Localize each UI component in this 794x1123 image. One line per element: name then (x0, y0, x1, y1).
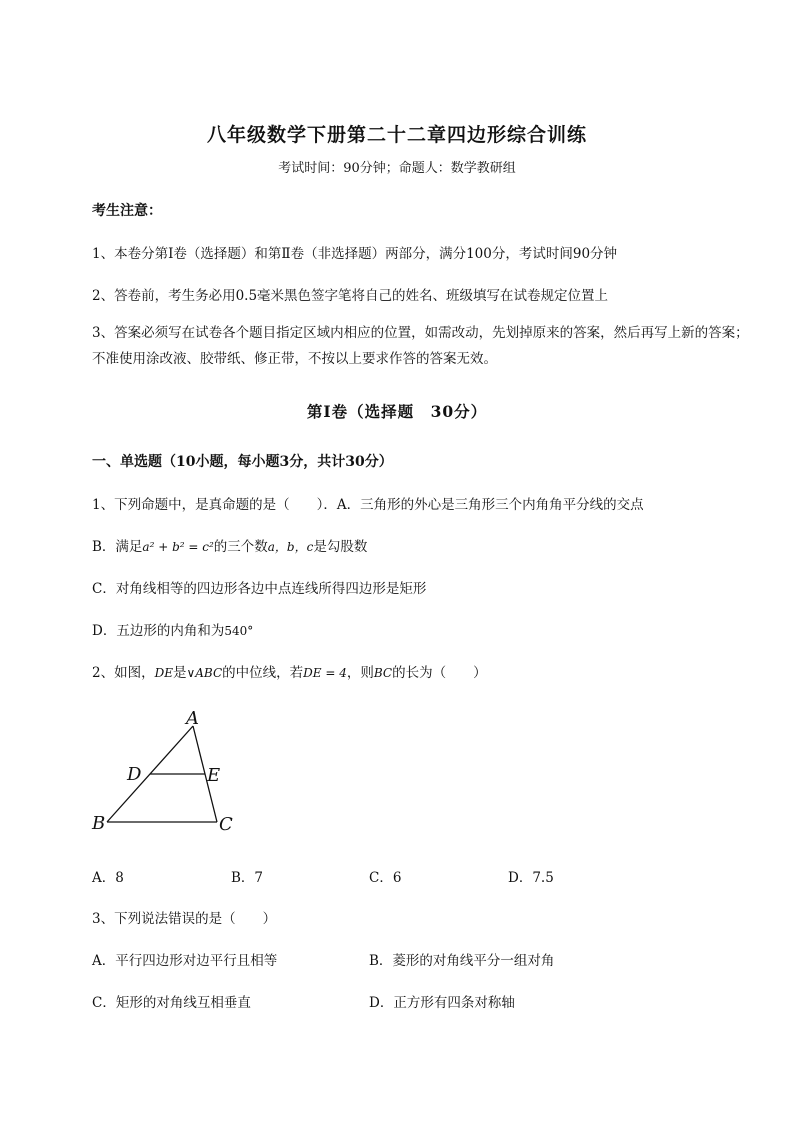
label-d: D (127, 764, 142, 785)
q2-option-d[interactable]: D．7.5 (508, 870, 554, 886)
q3-option-c[interactable]: C．矩形的对角线互相垂直 (92, 995, 251, 1011)
q1-d-prefix: D．五边形的内角和为 (92, 623, 225, 639)
section-title: 第Ⅰ卷（选择题 30分） (306, 402, 488, 421)
q2-mid1: 是 (172, 665, 187, 681)
notice-item-3: 3、答案必须写在试卷各个题目指定区域内相应的位置，如需改动，先划掉原来的答案，然后再写上新的答案；不准使用涂改液、胶带纸、修正带，不按以上要求作答的答案无效。 (92, 325, 749, 367)
q2-option-a[interactable]: A．8 (92, 870, 124, 886)
q3-option-b[interactable]: B．菱形的对角线平分一组对角 (369, 953, 555, 969)
label-a: A (186, 708, 199, 729)
q1-option-c: C．对角线相等的四边形各边中点连线所得四边形是矩形 (92, 581, 427, 597)
q1-b-mid: 的三个数 (213, 539, 268, 555)
q2-stem (92, 661, 487, 681)
q3-stem: 3、下列说法错误的是（ ） (92, 911, 277, 927)
document-title: 八年级数学下册第二十二章四边形综合训练 (206, 124, 587, 146)
q1-stem: 1、下列命题中，是真命题的是（ ）．A．三角形的外心是三角形三个内角角平分线的交点 (92, 497, 644, 513)
q2-suffix: 的长为（ ） (392, 665, 487, 681)
q1-option-d (92, 619, 253, 639)
notice-heading: 考生注意： (92, 203, 162, 219)
notice-item-1: 1、本卷分第Ⅰ卷（选择题）和第Ⅱ卷（非选择题）两部分，满分100分，考试时间90分钟 (92, 246, 618, 262)
q2-option-b[interactable]: B．7 (231, 870, 264, 886)
q1-b-suffix: 是勾股数 (313, 539, 368, 555)
q3-option-a[interactable]: A．平行四边形对边平行且相等 (92, 953, 278, 969)
q2-prefix: 2、如图， (92, 665, 155, 681)
q2-de: DE (154, 666, 173, 680)
q2-mid2: 的中位线，若 (222, 665, 304, 681)
q2-option-c[interactable]: C．6 (369, 870, 402, 886)
part-heading: 一、单选题（10小题，每小题3分，共计30分） (92, 454, 393, 470)
q1-option-b (92, 535, 367, 555)
triangle-figure (85, 700, 255, 840)
q2-mid3: ，则 (346, 665, 374, 681)
label-b: B (92, 813, 106, 834)
label-c: C (219, 814, 233, 835)
exam-info: 考试时间：90分钟；命题人：数学教研组 (278, 161, 516, 176)
q1-b-equation: a² + b² = c² (142, 540, 214, 554)
q1-d-value: 540° (224, 624, 254, 638)
q3-option-d[interactable]: D．正方形有四条对称轴 (369, 995, 515, 1011)
notice-item-2: 2、答卷前，考生务必用0.5毫米黑色签字笔将自己的姓名、班级填写在试卷规定位置上 (92, 288, 609, 304)
q1-b-vars: a，b，c (267, 540, 314, 554)
label-e: E (207, 765, 221, 786)
q2-bc: BC (373, 666, 393, 680)
q1-b-prefix: B．满足 (92, 539, 143, 555)
q2-triangle: ∨ABC (186, 666, 223, 680)
q2-equation: DE = 4 (303, 666, 347, 680)
